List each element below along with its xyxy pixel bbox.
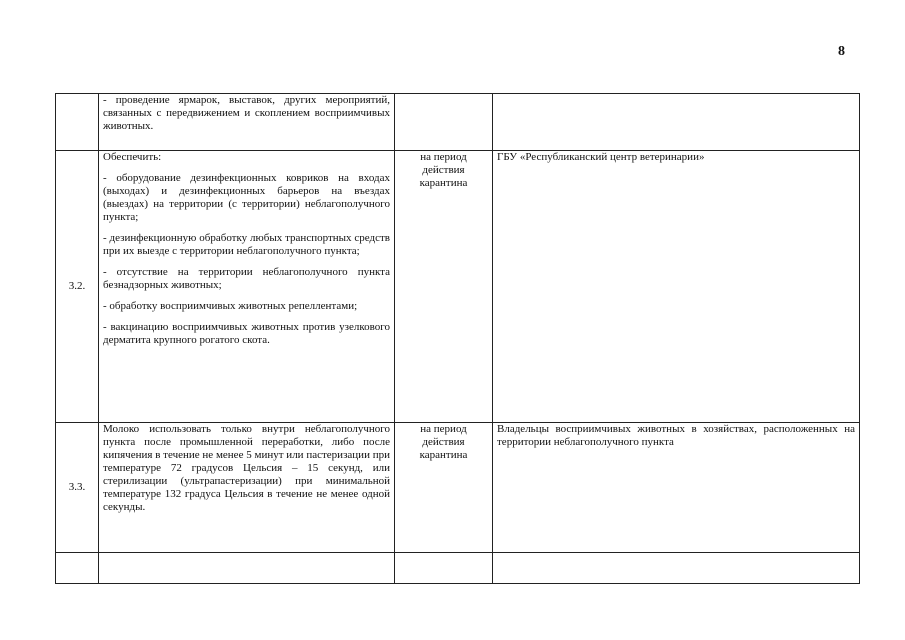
table-row [56, 151, 860, 423]
table-row [56, 94, 860, 151]
activity-paragraph: Молоко использовать только внутри неблагополучного пункта после промышленной переработки, либо после кипячения в течение не менее 5 минут или пастеризации при температуре 72 градусов Цельсия – 15 секунд, или стерилизации (ультрапастеризации) при минимальной температуре 132 градуса Цельсия в течение не менее одной секунды. [103, 423, 390, 513]
row-number-cell [56, 94, 99, 151]
row-number-cell: 3.3. [56, 423, 99, 553]
activity-paragraph: - проведение ярмарок, выставок, других мероприятий, связанных с передвижением и скоплением восприимчивых животных. [103, 94, 390, 132]
activity-cell [99, 553, 395, 584]
activity-paragraph: - отсутствие на территории неблагополучного пункта безнадзорных животных; [103, 266, 390, 291]
responsible-cell [493, 553, 860, 584]
row-number-cell: 3.2. [56, 151, 99, 423]
responsible-cell [493, 94, 860, 151]
responsible-cell: ГБУ «Республиканский центр ветеринарии» [493, 151, 860, 423]
activity-paragraph: - обработку восприимчивых животных репеллентами; [103, 300, 358, 312]
activity-cell [99, 423, 395, 553]
table-row [56, 423, 860, 553]
measures-table [55, 93, 860, 584]
term-cell [395, 553, 493, 584]
term-cell: на период действия карантина [395, 151, 493, 423]
row-number-cell [56, 553, 99, 584]
activity-paragraph: - вакцинацию восприимчивых животных против узелкового дерматита крупного рогатого скота. [103, 321, 390, 346]
term-cell [395, 94, 493, 151]
activity-cell [99, 151, 395, 423]
activity-paragraph: - дезинфекционную обработку любых транспортных средств при их выезде с территории неблагополучного пункта; [103, 232, 390, 257]
activity-paragraph: - оборудование дезинфекционных ковриков на входах (выходах) и дезинфекционных барьеров на въездах (выездах) на территории (с территории) неблагополучного пункта; [103, 172, 390, 223]
term-cell: на период действия карантина [395, 423, 493, 553]
activity-paragraph: Обеспечить: [103, 151, 162, 163]
responsible-cell: Владельцы восприимчивых животных в хозяйствах, расположенных на территории неблагополучного пункта [493, 423, 860, 553]
table-row [56, 553, 860, 584]
activity-cell [99, 94, 395, 151]
page-number: 8 [838, 44, 845, 59]
